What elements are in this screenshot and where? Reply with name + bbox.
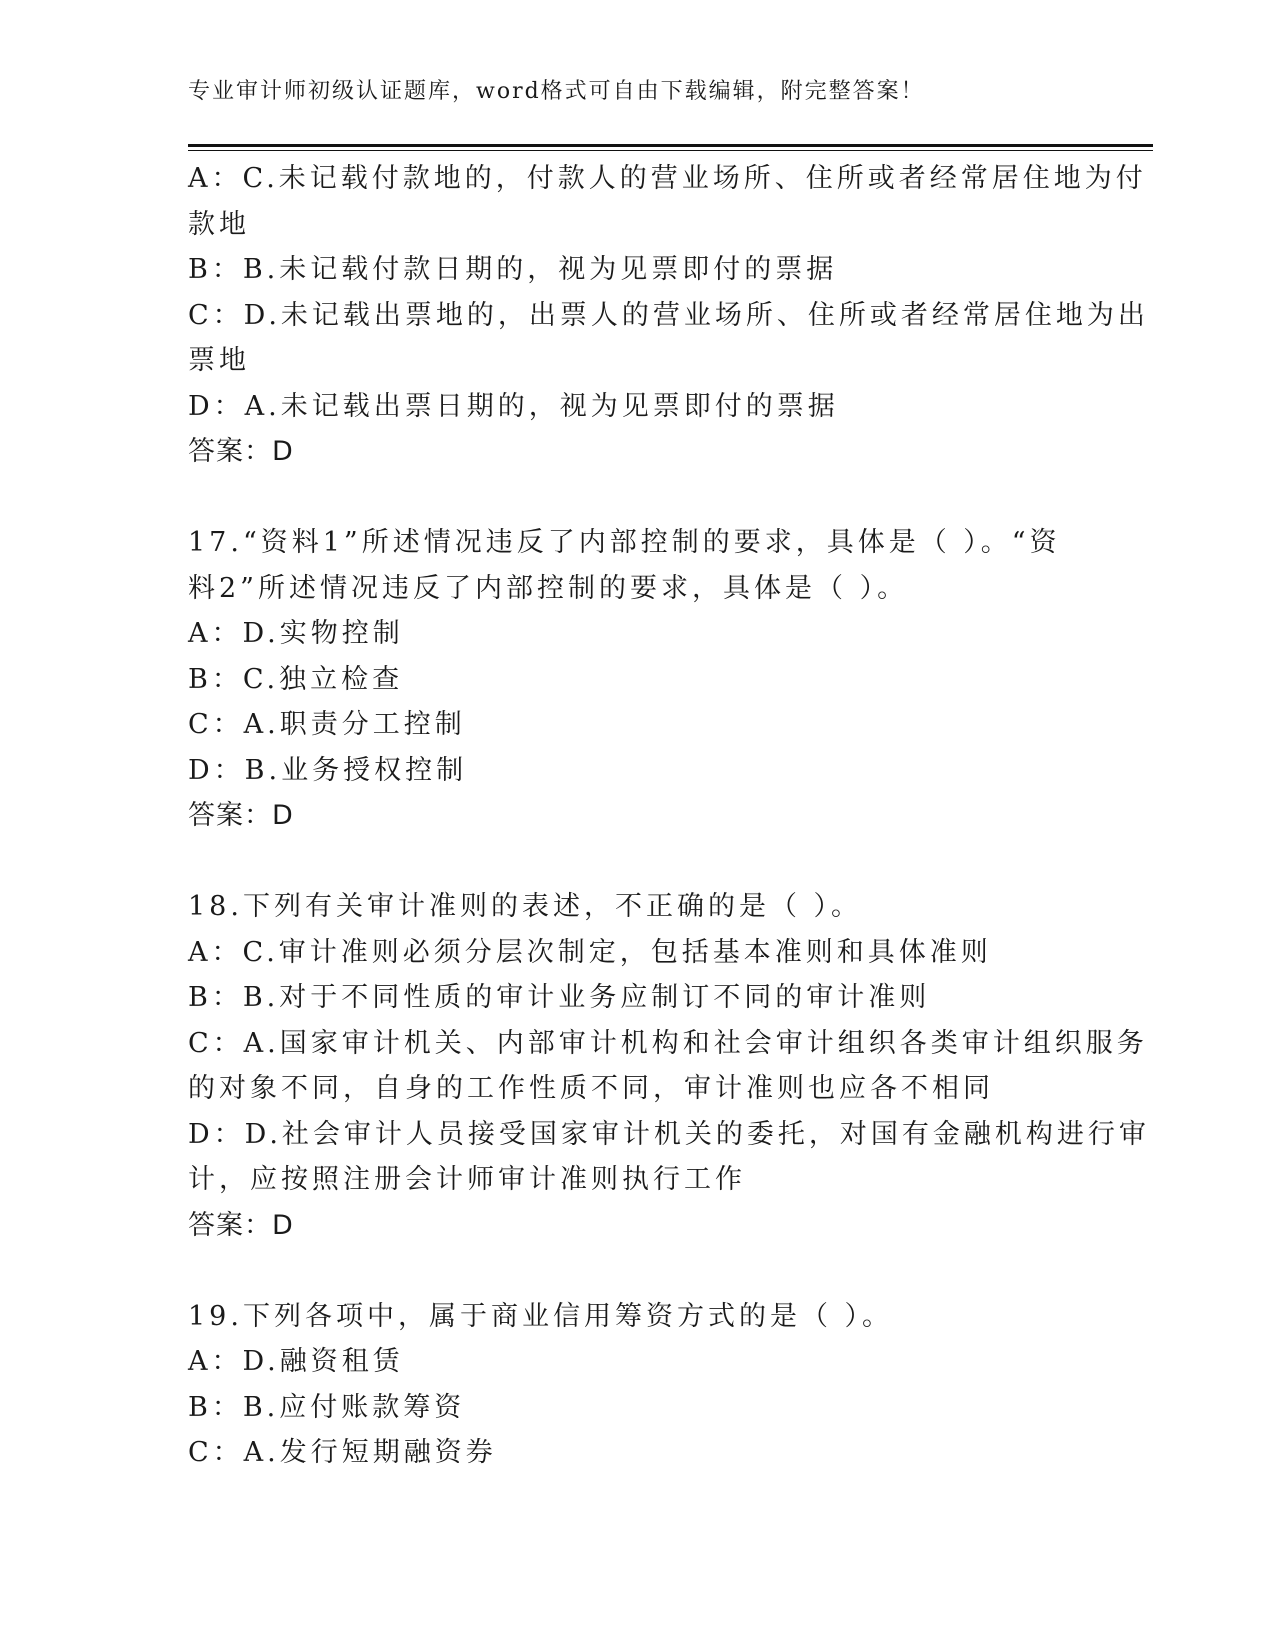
question-stem: 19.下列各项中，属于商业信用筹资方式的是（ ）。 (188, 1300, 894, 1332)
option-c: C：A.国家审计机关、内部审计机构和社会审计组织各类审计组织服务 (188, 1027, 1148, 1059)
option-d: D：D.社会审计人员接受国家审计机关的委托，对国有金融机构进行审 (188, 1118, 1150, 1150)
option-a-continued: 款地 (188, 208, 250, 240)
question-block-19 (188, 1294, 1088, 1476)
option-a: A：C.未记载付款地的，付款人的营业场所、住所或者经常居住地为付 (188, 163, 1147, 194)
answer-line: 答案：D (188, 1209, 294, 1241)
question-block-18 (188, 884, 1150, 1248)
option-b: B：B.未记载付款日期的，视为见票即付的票据 (188, 254, 838, 285)
option-c: C：D.未记载出票地的，出票人的营业场所、住所或者经常居住地为出 (188, 299, 1149, 331)
question-stem-continued: 料2”所述情况违反了内部控制的要求，具体是（ ）。 (188, 572, 909, 604)
option-d-continued: 计，应按照注册会计师审计准则执行工作 (188, 1164, 746, 1195)
question-block-17 (188, 520, 1088, 839)
option-c-continued: 票地 (188, 345, 250, 376)
spacer (188, 1248, 1088, 1294)
spacer (188, 839, 1088, 885)
option-a: A：D.融资租赁 (188, 1346, 404, 1377)
question-stem: 17.“资料1”所述情况违反了内部控制的要求，具体是（ ）。“资 (188, 527, 1061, 558)
page-header: 专业审计师初级认证题库，word格式可自由下载编辑，附完整答案！ (188, 79, 925, 104)
header-divider-thin (188, 150, 1153, 151)
option-b: B：B.对于不同性质的审计业务应制订不同的审计准则 (188, 982, 931, 1013)
question-stem: 18.下列有关审计准则的表述，不正确的是（ ）。 (188, 891, 863, 922)
option-c: C：A.发行短期融资券 (188, 1437, 497, 1468)
answer-line: 答案：D (188, 436, 294, 467)
header-divider (188, 144, 1153, 147)
spacer (188, 475, 1088, 521)
option-b: B：B.应付账款筹资 (188, 1391, 466, 1423)
option-d: D：B.业务授权控制 (188, 754, 468, 786)
answer-line: 答案：D (188, 800, 294, 831)
option-d: D：A.未记载出票日期的，视为见票即付的票据 (188, 390, 839, 422)
option-a: A：D.实物控制 (188, 618, 404, 649)
option-c-continued: 的对象不同，自身的工作性质不同，审计准则也应各不相同 (188, 1073, 994, 1104)
document-body (188, 156, 1150, 1476)
option-c: C：A.职责分工控制 (188, 709, 466, 740)
option-b: B：C.独立检查 (188, 663, 404, 695)
question-block-16 (188, 156, 1149, 475)
option-a: A：C.审计准则必须分层次制定，包括基本准则和具体准则 (188, 936, 992, 968)
